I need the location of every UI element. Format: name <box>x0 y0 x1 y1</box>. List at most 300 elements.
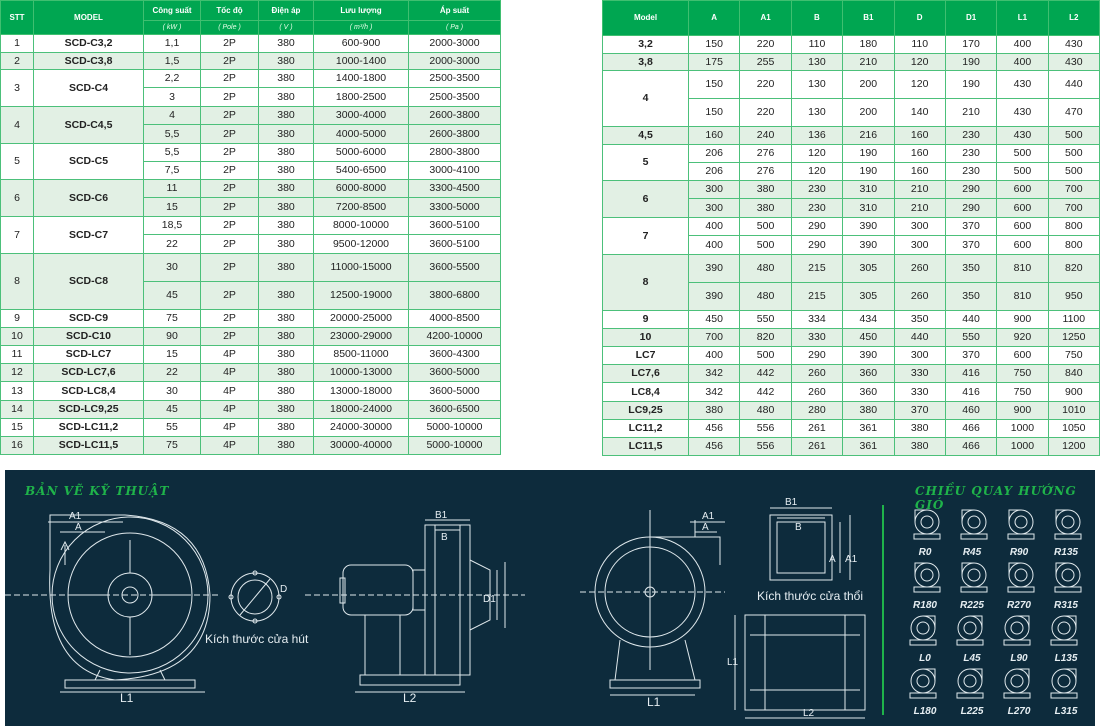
dim-b-cell: 280 <box>791 402 842 420</box>
label-b1: B1 <box>435 510 448 521</box>
model-cell: SCD-C3,8 <box>34 53 144 70</box>
table-row <box>1 144 501 162</box>
dim-b-cell: 110 <box>791 36 842 54</box>
rotation-label: L135 <box>1054 653 1078 664</box>
label-b1-outlet: B1 <box>785 497 798 508</box>
dim-b-cell: 120 <box>791 163 842 181</box>
dim-b-cell: 334 <box>791 311 842 329</box>
airflow-cell: 18000-24000 <box>314 401 409 419</box>
header-a1: A1 <box>740 1 791 36</box>
header-model: MODEL <box>34 1 144 35</box>
label-l1-top: L1 <box>727 657 739 668</box>
dim-d1-cell: 230 <box>945 127 996 145</box>
dim-b1-cell: 210 <box>843 54 894 71</box>
dim-l2-cell: 840 <box>1048 365 1099 383</box>
dim-l1-cell: 430 <box>997 127 1048 145</box>
airflow-cell: 12500-19000 <box>314 282 409 310</box>
pressure-cell: 2500-3500 <box>409 88 501 107</box>
dim-b-cell: 330 <box>791 329 842 347</box>
airflow-cell: 5000-6000 <box>314 144 409 162</box>
model-cell: SCD-C8 <box>34 254 144 310</box>
model-cell: SCD-LC11,2 <box>34 419 144 437</box>
fan-rotation-icon <box>999 664 1039 700</box>
rotation-title: CHIỀU QUAY HƯỚNG GIÓ <box>915 484 1077 512</box>
table-row <box>1 328 501 346</box>
table-row <box>1 53 501 70</box>
dim-a-cell: 206 <box>689 163 740 181</box>
fan-rotation-icon <box>905 611 945 647</box>
table-row <box>603 329 1100 347</box>
stt-cell: 15 <box>1 419 34 437</box>
table-row <box>603 255 1100 283</box>
dim-d-cell: 120 <box>894 54 945 71</box>
rotation-item <box>996 505 1042 557</box>
rotation-item <box>996 611 1042 663</box>
dim-d1-cell: 460 <box>945 402 996 420</box>
airflow-cell: 8500-11000 <box>314 346 409 364</box>
model-cell: LC9,25 <box>603 402 689 420</box>
poles-cell: 2P <box>201 35 259 53</box>
rotation-item <box>949 664 995 716</box>
dim-a1-cell: 480 <box>740 255 791 283</box>
dim-a1-cell: 220 <box>740 99 791 127</box>
top-view-drawing <box>727 615 865 719</box>
model-cell: SCD-C6 <box>34 180 144 217</box>
label-d1: D1 <box>483 594 496 605</box>
table-row <box>603 420 1100 438</box>
voltage-cell: 380 <box>259 88 314 107</box>
dim-l2-cell: 440 <box>1048 71 1099 99</box>
voltage-cell: 380 <box>259 180 314 198</box>
poles-cell: 4P <box>201 401 259 419</box>
airflow-cell: 4000-5000 <box>314 125 409 144</box>
dim-a-cell: 342 <box>689 365 740 383</box>
pressure-cell: 3300-5000 <box>409 198 501 217</box>
dim-b-cell: 260 <box>791 365 842 383</box>
voltage-cell: 380 <box>259 419 314 437</box>
dim-l1-cell: 400 <box>997 36 1048 54</box>
pressure-cell: 4000-8500 <box>409 310 501 328</box>
dim-l2-cell: 800 <box>1048 218 1099 236</box>
dim-a1-cell: 500 <box>740 347 791 365</box>
dim-l2-cell: 1250 <box>1048 329 1099 347</box>
model-cell: 10 <box>603 329 689 347</box>
poles-cell: 2P <box>201 235 259 254</box>
airflow-cell: 1400-1800 <box>314 70 409 88</box>
unit-speed: ( Pole ) <box>201 21 259 35</box>
dim-l2-cell: 1010 <box>1048 402 1099 420</box>
dim-l1-cell: 600 <box>997 236 1048 255</box>
header-l2: L2 <box>1048 1 1099 36</box>
power-cell: 30 <box>144 254 201 282</box>
model-cell: SCD-C3,2 <box>34 35 144 53</box>
dim-b1-cell: 390 <box>843 218 894 236</box>
poles-cell: 2P <box>201 53 259 70</box>
header-d1: D1 <box>945 1 996 36</box>
dim-d-cell: 160 <box>894 163 945 181</box>
rotation-item <box>996 664 1042 716</box>
model-cell: 6 <box>603 181 689 218</box>
dim-b1-cell: 190 <box>843 163 894 181</box>
fan-specs-table <box>0 0 501 455</box>
model-cell: LC7 <box>603 347 689 365</box>
table-row <box>603 145 1100 163</box>
dim-b1-cell: 310 <box>843 181 894 199</box>
header-stt: STT <box>1 1 34 35</box>
airflow-cell: 1000-1400 <box>314 53 409 70</box>
pressure-cell: 3000-4100 <box>409 162 501 180</box>
stt-cell: 2 <box>1 53 34 70</box>
table-row <box>1 364 501 382</box>
table-row <box>603 383 1100 402</box>
rotation-label: L45 <box>963 653 981 664</box>
poles-cell: 4P <box>201 437 259 455</box>
dim-a-cell: 160 <box>689 127 740 145</box>
pressure-cell: 3600-5000 <box>409 382 501 401</box>
dim-l1-cell: 900 <box>997 311 1048 329</box>
dim-a-cell: 400 <box>689 218 740 236</box>
dim-a1-cell: 480 <box>740 283 791 311</box>
dim-l1-cell: 1000 <box>997 438 1048 456</box>
voltage-cell: 380 <box>259 35 314 53</box>
unit-power: ( kW ) <box>144 21 201 35</box>
dim-a-cell: 175 <box>689 54 740 71</box>
dim-l2-cell: 470 <box>1048 99 1099 127</box>
voltage-cell: 380 <box>259 282 314 310</box>
dim-a1-cell: 220 <box>740 36 791 54</box>
dim-b1-cell: 310 <box>843 199 894 218</box>
voltage-cell: 380 <box>259 254 314 282</box>
power-cell: 15 <box>144 198 201 217</box>
airflow-cell: 30000-40000 <box>314 437 409 455</box>
unit-pressure: ( Pa ) <box>409 21 501 35</box>
dim-d-cell: 110 <box>894 36 945 54</box>
voltage-cell: 380 <box>259 401 314 419</box>
dim-l2-cell: 900 <box>1048 383 1099 402</box>
table-row <box>603 218 1100 236</box>
model-cell: 8 <box>603 255 689 311</box>
label-b-outlet: B <box>795 522 802 533</box>
dim-b-cell: 136 <box>791 127 842 145</box>
voltage-cell: 380 <box>259 235 314 254</box>
dim-d1-cell: 230 <box>945 163 996 181</box>
airflow-cell: 7200-8500 <box>314 198 409 217</box>
dim-b-cell: 261 <box>791 420 842 438</box>
dim-b1-cell: 360 <box>843 365 894 383</box>
fan-rotation-icon <box>1046 558 1086 594</box>
dim-l1-cell: 600 <box>997 199 1048 218</box>
dim-a-cell: 300 <box>689 199 740 218</box>
table-row <box>1 310 501 328</box>
pressure-cell: 3600-5100 <box>409 235 501 254</box>
rotation-label: L225 <box>960 706 984 717</box>
stt-cell: 10 <box>1 328 34 346</box>
label-a-rear: A <box>702 522 709 533</box>
label-a1: A1 <box>69 511 82 522</box>
voltage-cell: 380 <box>259 107 314 125</box>
power-cell: 1,5 <box>144 53 201 70</box>
dim-d1-cell: 370 <box>945 218 996 236</box>
fan-rotation-icon <box>905 664 945 700</box>
voltage-cell: 380 <box>259 437 314 455</box>
fan-rotation-icon <box>952 611 992 647</box>
pressure-cell: 2600-3800 <box>409 125 501 144</box>
dim-a-cell: 206 <box>689 145 740 163</box>
pressure-cell: 3800-6800 <box>409 282 501 310</box>
dim-d-cell: 380 <box>894 438 945 456</box>
airflow-cell: 3000-4000 <box>314 107 409 125</box>
dim-d-cell: 120 <box>894 71 945 99</box>
table-row <box>603 127 1100 145</box>
model-cell: 3,8 <box>603 54 689 71</box>
poles-cell: 2P <box>201 217 259 235</box>
pressure-cell: 3600-5100 <box>409 217 501 235</box>
dim-l1-cell: 600 <box>997 347 1048 365</box>
dim-d1-cell: 290 <box>945 181 996 199</box>
voltage-cell: 380 <box>259 382 314 401</box>
dim-a-cell: 456 <box>689 438 740 456</box>
dim-l2-cell: 950 <box>1048 283 1099 311</box>
dim-b1-cell: 305 <box>843 255 894 283</box>
poles-cell: 2P <box>201 162 259 180</box>
dim-b1-cell: 450 <box>843 329 894 347</box>
poles-cell: 2P <box>201 144 259 162</box>
table-row <box>1 382 501 401</box>
fan-rotation-icon <box>1046 664 1086 700</box>
dim-d-cell: 300 <box>894 218 945 236</box>
dim-d1-cell: 350 <box>945 283 996 311</box>
stt-cell: 7 <box>1 217 34 254</box>
dim-a1-cell: 500 <box>740 218 791 236</box>
side-view-drawing <box>5 511 220 705</box>
rotation-label: L180 <box>913 706 937 717</box>
fan-rotation-icon <box>905 558 945 594</box>
dim-d-cell: 300 <box>894 347 945 365</box>
label-a1-rear: A1 <box>702 511 715 522</box>
dim-l2-cell: 1100 <box>1048 311 1099 329</box>
rotation-item <box>902 505 948 557</box>
table-row <box>1 419 501 437</box>
dim-d-cell: 330 <box>894 383 945 402</box>
dim-d1-cell: 190 <box>945 54 996 71</box>
poles-cell: 4P <box>201 419 259 437</box>
dim-b-cell: 290 <box>791 236 842 255</box>
power-cell: 45 <box>144 401 201 419</box>
dim-d1-cell: 170 <box>945 36 996 54</box>
stt-cell: 12 <box>1 364 34 382</box>
table-row <box>603 438 1100 456</box>
dim-l1-cell: 920 <box>997 329 1048 347</box>
pressure-cell: 3300-4500 <box>409 180 501 198</box>
dim-a1-cell: 480 <box>740 402 791 420</box>
dim-b1-cell: 361 <box>843 438 894 456</box>
rotation-label: R0 <box>918 547 932 558</box>
header-pressure: Áp suất <box>409 1 501 21</box>
unit-voltage: ( V ) <box>259 21 314 35</box>
table-row <box>1 217 501 235</box>
table-row <box>603 311 1100 329</box>
pressure-cell: 2800-3800 <box>409 144 501 162</box>
power-cell: 7,5 <box>144 162 201 180</box>
dim-d1-cell: 466 <box>945 420 996 438</box>
dim-a-cell: 400 <box>689 347 740 365</box>
rotation-item <box>902 558 948 610</box>
power-cell: 30 <box>144 382 201 401</box>
dim-b1-cell: 361 <box>843 420 894 438</box>
stt-cell: 11 <box>1 346 34 364</box>
label-a-outlet: A <box>829 554 836 565</box>
dim-a-cell: 400 <box>689 236 740 255</box>
dim-l1-cell: 430 <box>997 71 1048 99</box>
dim-d-cell: 140 <box>894 99 945 127</box>
dim-b1-cell: 390 <box>843 236 894 255</box>
model-cell: SCD-LC7 <box>34 346 144 364</box>
dim-b-cell: 120 <box>791 145 842 163</box>
power-cell: 2,2 <box>144 70 201 88</box>
table-row <box>1 180 501 198</box>
rotation-label: L0 <box>919 653 931 664</box>
dim-a1-cell: 220 <box>740 71 791 99</box>
dim-l2-cell: 500 <box>1048 127 1099 145</box>
rotation-label: R315 <box>1054 600 1078 611</box>
dim-l2-cell: 700 <box>1048 199 1099 218</box>
power-cell: 22 <box>144 364 201 382</box>
label-a1-outlet: A1 <box>845 554 858 565</box>
rotation-label: R180 <box>913 600 937 611</box>
dim-a-cell: 700 <box>689 329 740 347</box>
table-row <box>603 347 1100 365</box>
header-flow: Lưu lượng <box>314 1 409 21</box>
dim-l1-cell: 600 <box>997 218 1048 236</box>
stt-cell: 16 <box>1 437 34 455</box>
power-cell: 45 <box>144 282 201 310</box>
dim-d1-cell: 550 <box>945 329 996 347</box>
model-cell: LC11,2 <box>603 420 689 438</box>
poles-cell: 2P <box>201 88 259 107</box>
dimensions-table <box>602 0 1100 456</box>
dim-l2-cell: 430 <box>1048 36 1099 54</box>
dim-l2-cell: 500 <box>1048 145 1099 163</box>
airflow-cell: 10000-13000 <box>314 364 409 382</box>
power-cell: 5,5 <box>144 144 201 162</box>
airflow-cell: 5400-6500 <box>314 162 409 180</box>
dim-a-cell: 456 <box>689 420 740 438</box>
header-a: A <box>689 1 740 36</box>
dim-a1-cell: 240 <box>740 127 791 145</box>
model-cell: SCD-C10 <box>34 328 144 346</box>
stt-cell: 3 <box>1 70 34 107</box>
stt-cell: 9 <box>1 310 34 328</box>
dim-b-cell: 290 <box>791 218 842 236</box>
power-cell: 18,5 <box>144 217 201 235</box>
dim-d1-cell: 416 <box>945 383 996 402</box>
label-l2: L2 <box>403 691 417 705</box>
rotation-item <box>949 611 995 663</box>
rotation-label: L315 <box>1054 706 1078 717</box>
dim-a-cell: 390 <box>689 283 740 311</box>
airflow-cell: 600-900 <box>314 35 409 53</box>
dim-d-cell: 380 <box>894 420 945 438</box>
model-cell: 7 <box>603 218 689 255</box>
dim-b-cell: 215 <box>791 283 842 311</box>
header-power: Công suất <box>144 1 201 21</box>
dim-a1-cell: 442 <box>740 383 791 402</box>
table-row <box>1 70 501 88</box>
power-cell: 75 <box>144 437 201 455</box>
dim-l2-cell: 700 <box>1048 181 1099 199</box>
airflow-cell: 23000-29000 <box>314 328 409 346</box>
dim-d-cell: 350 <box>894 311 945 329</box>
dim-a-cell: 342 <box>689 383 740 402</box>
dim-l2-cell: 750 <box>1048 347 1099 365</box>
dim-a1-cell: 276 <box>740 145 791 163</box>
pressure-cell: 2000-3000 <box>409 35 501 53</box>
table-row <box>1 346 501 364</box>
dim-l1-cell: 900 <box>997 402 1048 420</box>
dim-a-cell: 150 <box>689 99 740 127</box>
dim-l2-cell: 1050 <box>1048 420 1099 438</box>
header-speed: Tốc độ <box>201 1 259 21</box>
dim-d1-cell: 440 <box>945 311 996 329</box>
power-cell: 15 <box>144 346 201 364</box>
rotation-item <box>949 558 995 610</box>
airflow-cell: 6000-8000 <box>314 180 409 198</box>
rotation-label: R90 <box>1009 547 1029 558</box>
fan-rotation-icon <box>1046 611 1086 647</box>
table-row <box>603 36 1100 54</box>
stt-cell: 1 <box>1 35 34 53</box>
dim-d1-cell: 190 <box>945 71 996 99</box>
dim-a-cell: 390 <box>689 255 740 283</box>
outlet-caption: Kích thước cửa thổi <box>757 589 863 603</box>
outlet-drawing <box>757 497 863 603</box>
dim-d1-cell: 210 <box>945 99 996 127</box>
dim-b-cell: 130 <box>791 71 842 99</box>
dim-d-cell: 160 <box>894 145 945 163</box>
poles-cell: 2P <box>201 328 259 346</box>
power-cell: 1,1 <box>144 35 201 53</box>
dim-a1-cell: 380 <box>740 199 791 218</box>
dim-b1-cell: 190 <box>843 145 894 163</box>
voltage-cell: 380 <box>259 364 314 382</box>
voltage-cell: 380 <box>259 125 314 144</box>
dim-b1-cell: 200 <box>843 99 894 127</box>
model-cell: SCD-C4 <box>34 70 144 107</box>
poles-cell: 2P <box>201 180 259 198</box>
model-cell: SCD-LC9,25 <box>34 401 144 419</box>
table-row <box>603 402 1100 420</box>
dim-l1-cell: 400 <box>997 54 1048 71</box>
dim-b1-cell: 180 <box>843 36 894 54</box>
dim-a-cell: 150 <box>689 36 740 54</box>
dim-d1-cell: 370 <box>945 236 996 255</box>
label-a: A <box>75 522 82 533</box>
dim-a1-cell: 255 <box>740 54 791 71</box>
stt-cell: 5 <box>1 144 34 180</box>
dim-a1-cell: 500 <box>740 236 791 255</box>
table-row <box>603 181 1100 199</box>
dim-a-cell: 450 <box>689 311 740 329</box>
rotation-item <box>949 505 995 557</box>
model-cell: 4 <box>603 71 689 127</box>
dim-l1-cell: 750 <box>997 365 1048 383</box>
stt-cell: 4 <box>1 107 34 144</box>
dim-a1-cell: 276 <box>740 163 791 181</box>
unit-flow: ( m³/h ) <box>314 21 409 35</box>
poles-cell: 4P <box>201 382 259 401</box>
pressure-cell: 5000-10000 <box>409 437 501 455</box>
dim-d-cell: 260 <box>894 255 945 283</box>
